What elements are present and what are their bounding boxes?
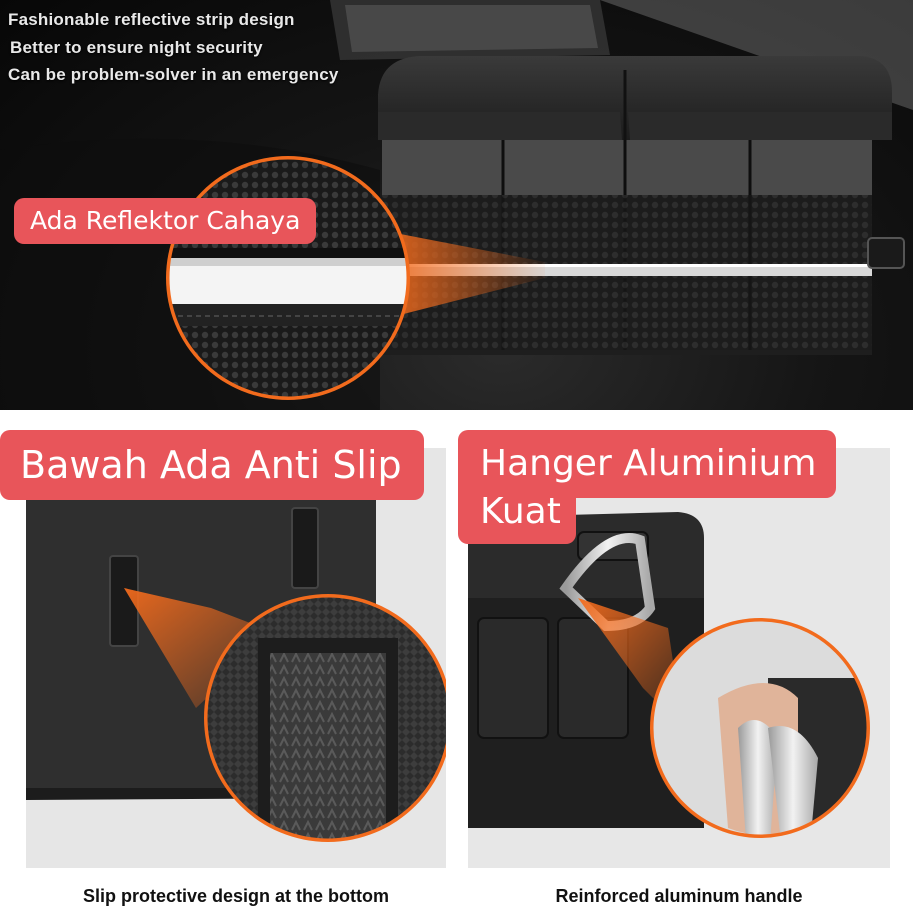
feature-reflective-strip: Fashionable reflective strip design [8,10,295,29]
aluminum-handle-caption: Reinforced aluminum handle [555,886,803,906]
anti-slip-label: Bawah Ada Anti Slip [0,430,424,500]
aluminum-handle-label-line2: Kuat [480,491,561,532]
aluminum-handle-label-line1: Hanger Aluminium [480,443,817,484]
anti-slip-panel [26,448,446,868]
reflector-label: Ada Reflektor Cahaya [14,198,316,244]
feature-emergency: Can be problem-solver in an emergency [8,65,339,84]
reflector-panel [0,0,913,410]
aluminum-handle-label [480,440,816,536]
feature-night-security: Better to ensure night security [10,38,263,57]
anti-slip-caption: Slip protective design at the bottom [82,886,390,906]
anti-slip-illustration [26,448,446,868]
